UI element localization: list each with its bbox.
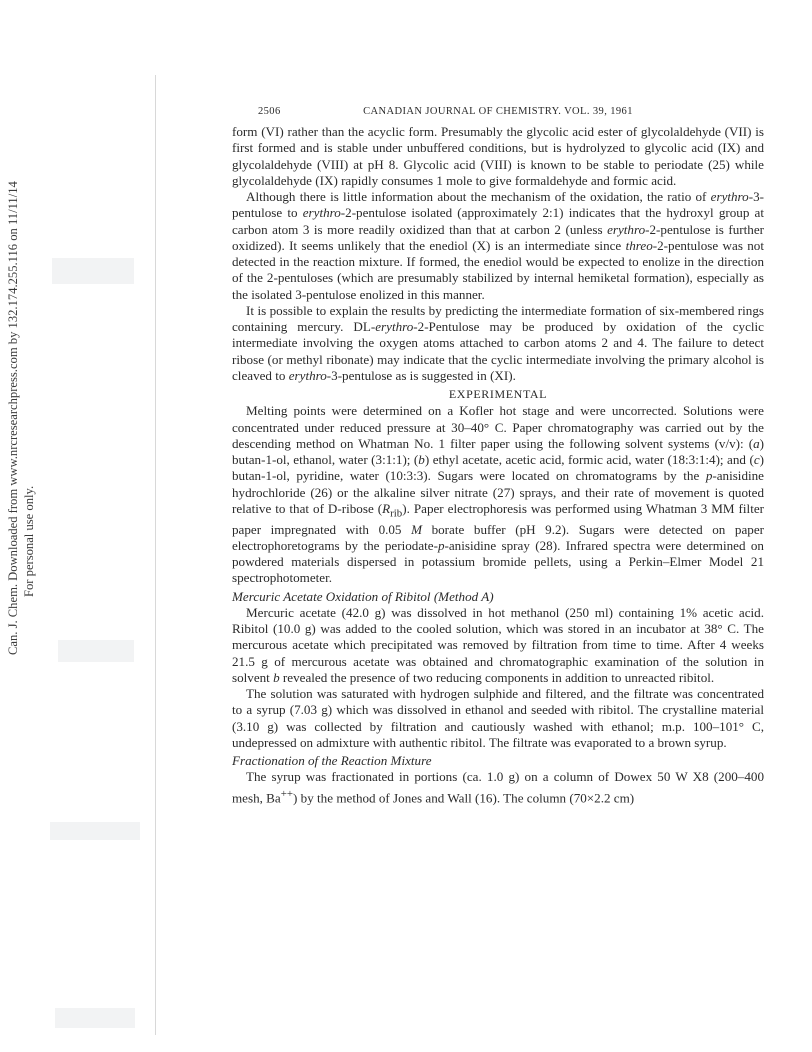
paragraph-method-a-2: The solution was saturated with hydrogen sulphide and filtered, and the filtrate was concentrated to a syrup (7.03 g) which was dissolved in ethanol and seeded with ribitol. The crystalline material (3.10 g) was collected by filtration and cautiously washed with ethanol; m.p. 100–101° C, undepressed on admixture with authentic ribitol. The filtrate was evaporated to a brown syrup.: [232, 686, 764, 750]
scan-artifact: [52, 258, 134, 284]
page-body: [232, 104, 764, 806]
scan-artifact: [55, 1008, 135, 1028]
side-watermark: [4, 181, 44, 655]
paragraph-experimental-1: Melting points were determined on a Kofler hot stage and were uncorrected. Solutions were concentrated under reduced pressure at 30–40° C. Paper chromatography was carried out by the descending method on Whatman No. 1 filter paper using the following solvent systems (v/v): (a) butan-1-ol, ethanol, water (3:1:1); (b) ethyl acetate, acetic acid, formic acid, water (18:3:1:4); and (c) butan-1-ol, pyridine, water (10:3:3). Sugars were located on chromatograms by the p-anisidine hydrochloride (26) or the alkaline silver nitrate (27) sprays, and their rate of movement is quoted relative to that of D-ribose $(R_{rib})$. Paper electrophoresis was performed using Whatman 3 MM filter paper impregnated with 0.05 M borate buffer (pH 9.2). Sugars were detected on paper electrophoretograms by the periodate-p-anisidine spray (28). Infrared spectra were determined on powdered materials dispersed in potassium bromide pellets, using a Perkin–Elmer Model 21 spectrophotometer.: [232, 403, 765, 586]
section-heading-experimental: EXPERIMENTAL: [448, 387, 548, 401]
subheading-method-a: Mercuric Acetate Oxidation of Ribitol (Method A): [232, 588, 494, 604]
page-number: 2506: [258, 106, 281, 117]
watermark-download-line: Can. J. Chem. Downloaded from www.nrcresearchpress.com by 132.174.255.116 on 11/11/14: [6, 181, 20, 655]
paragraph-intro-1: form (VI) rather than the acyclic form. Presumably the glycolic acid ester of glycolaldehyde (VII) is first formed and is stable under unbuffered conditions, but is hydrolyzed to glycolic acid (IX) and glycolaldehyde (VIII) at pH 8. Glycolic acid (VIII) is known to be stable to periodate (25) while glycolaldehyde (IX) rapidly consumes 1 mole to give formaldehyde and formic acid.: [232, 124, 764, 188]
paragraph-intro-2: Although there is little information about the mechanism of the oxidation, the ratio of erythro-3-pentulose to erythro-2-pentulose isolated (approximately 2:1) indicates that the hydroxyl group at carbon atom 3 is more readily oxidized than that at carbon 2 (unless erythro-2-pentulose is further oxidized). It seems unlikely that the enediol (X) is an intermediate since threo-2-pentulose was not detected in the reaction mixture. If formed, the enediol would be expected to enolize in the direction of the 2-pentuloses (which are presumably stabilized by internal hemiketal formation), especially as the isolated 3-pentulose enolized in this manner.: [232, 189, 764, 302]
paragraph-intro-3: It is possible to explain the results by predicting the intermediate formation of six-membered rings containing mercury. DL-erythro-2-Pentulose may be produced by oxidation of the cyclic intermediate involving the oxygen atoms attached to carbon atoms 2 and 4. The failure to detect ribose (or methyl ribonate) may indicate that the cyclic intermediate involving the primary alcohol is cleaved to erythro-3-pentulose as is suggested in (XI).: [232, 302, 764, 383]
paragraph-fractionation-1: The syrup was fractionated in portions (ca. 1.0 g) on a column of Dowex 50 W X8 (200–400 mesh, Ba++) by the method of Jones and Wall (16). The column (70×2.2 cm): [232, 769, 764, 805]
scan-artifact: [58, 640, 134, 662]
scan-artifact: [50, 822, 140, 840]
journal-title: CANADIAN JOURNAL OF CHEMISTRY. VOL. 39, 1961: [363, 106, 633, 117]
running-head: [232, 104, 764, 124]
subheading-fractionation: Fractionation of the Reaction Mixture: [232, 753, 432, 769]
paragraph-method-a-1: Mercuric acetate (42.0 g) was dissolved in hot methanol (250 ml) containing 1% acetic acid. Ribitol (10.0 g) was added to the cooled solution, which was stored in an incubator at 38° C. The mercurous acetate which precipitated was removed by filtration from time to time. After 4 weeks 21.5 g of mercurous acetate was obtained and chromatographic examination of the solution in solvent b revealed the presence of two reducing components in addition to unreacted ribitol.: [232, 604, 764, 685]
margin-rule: [155, 75, 156, 1035]
watermark-personal-use-line: For personal use only.: [22, 485, 36, 597]
